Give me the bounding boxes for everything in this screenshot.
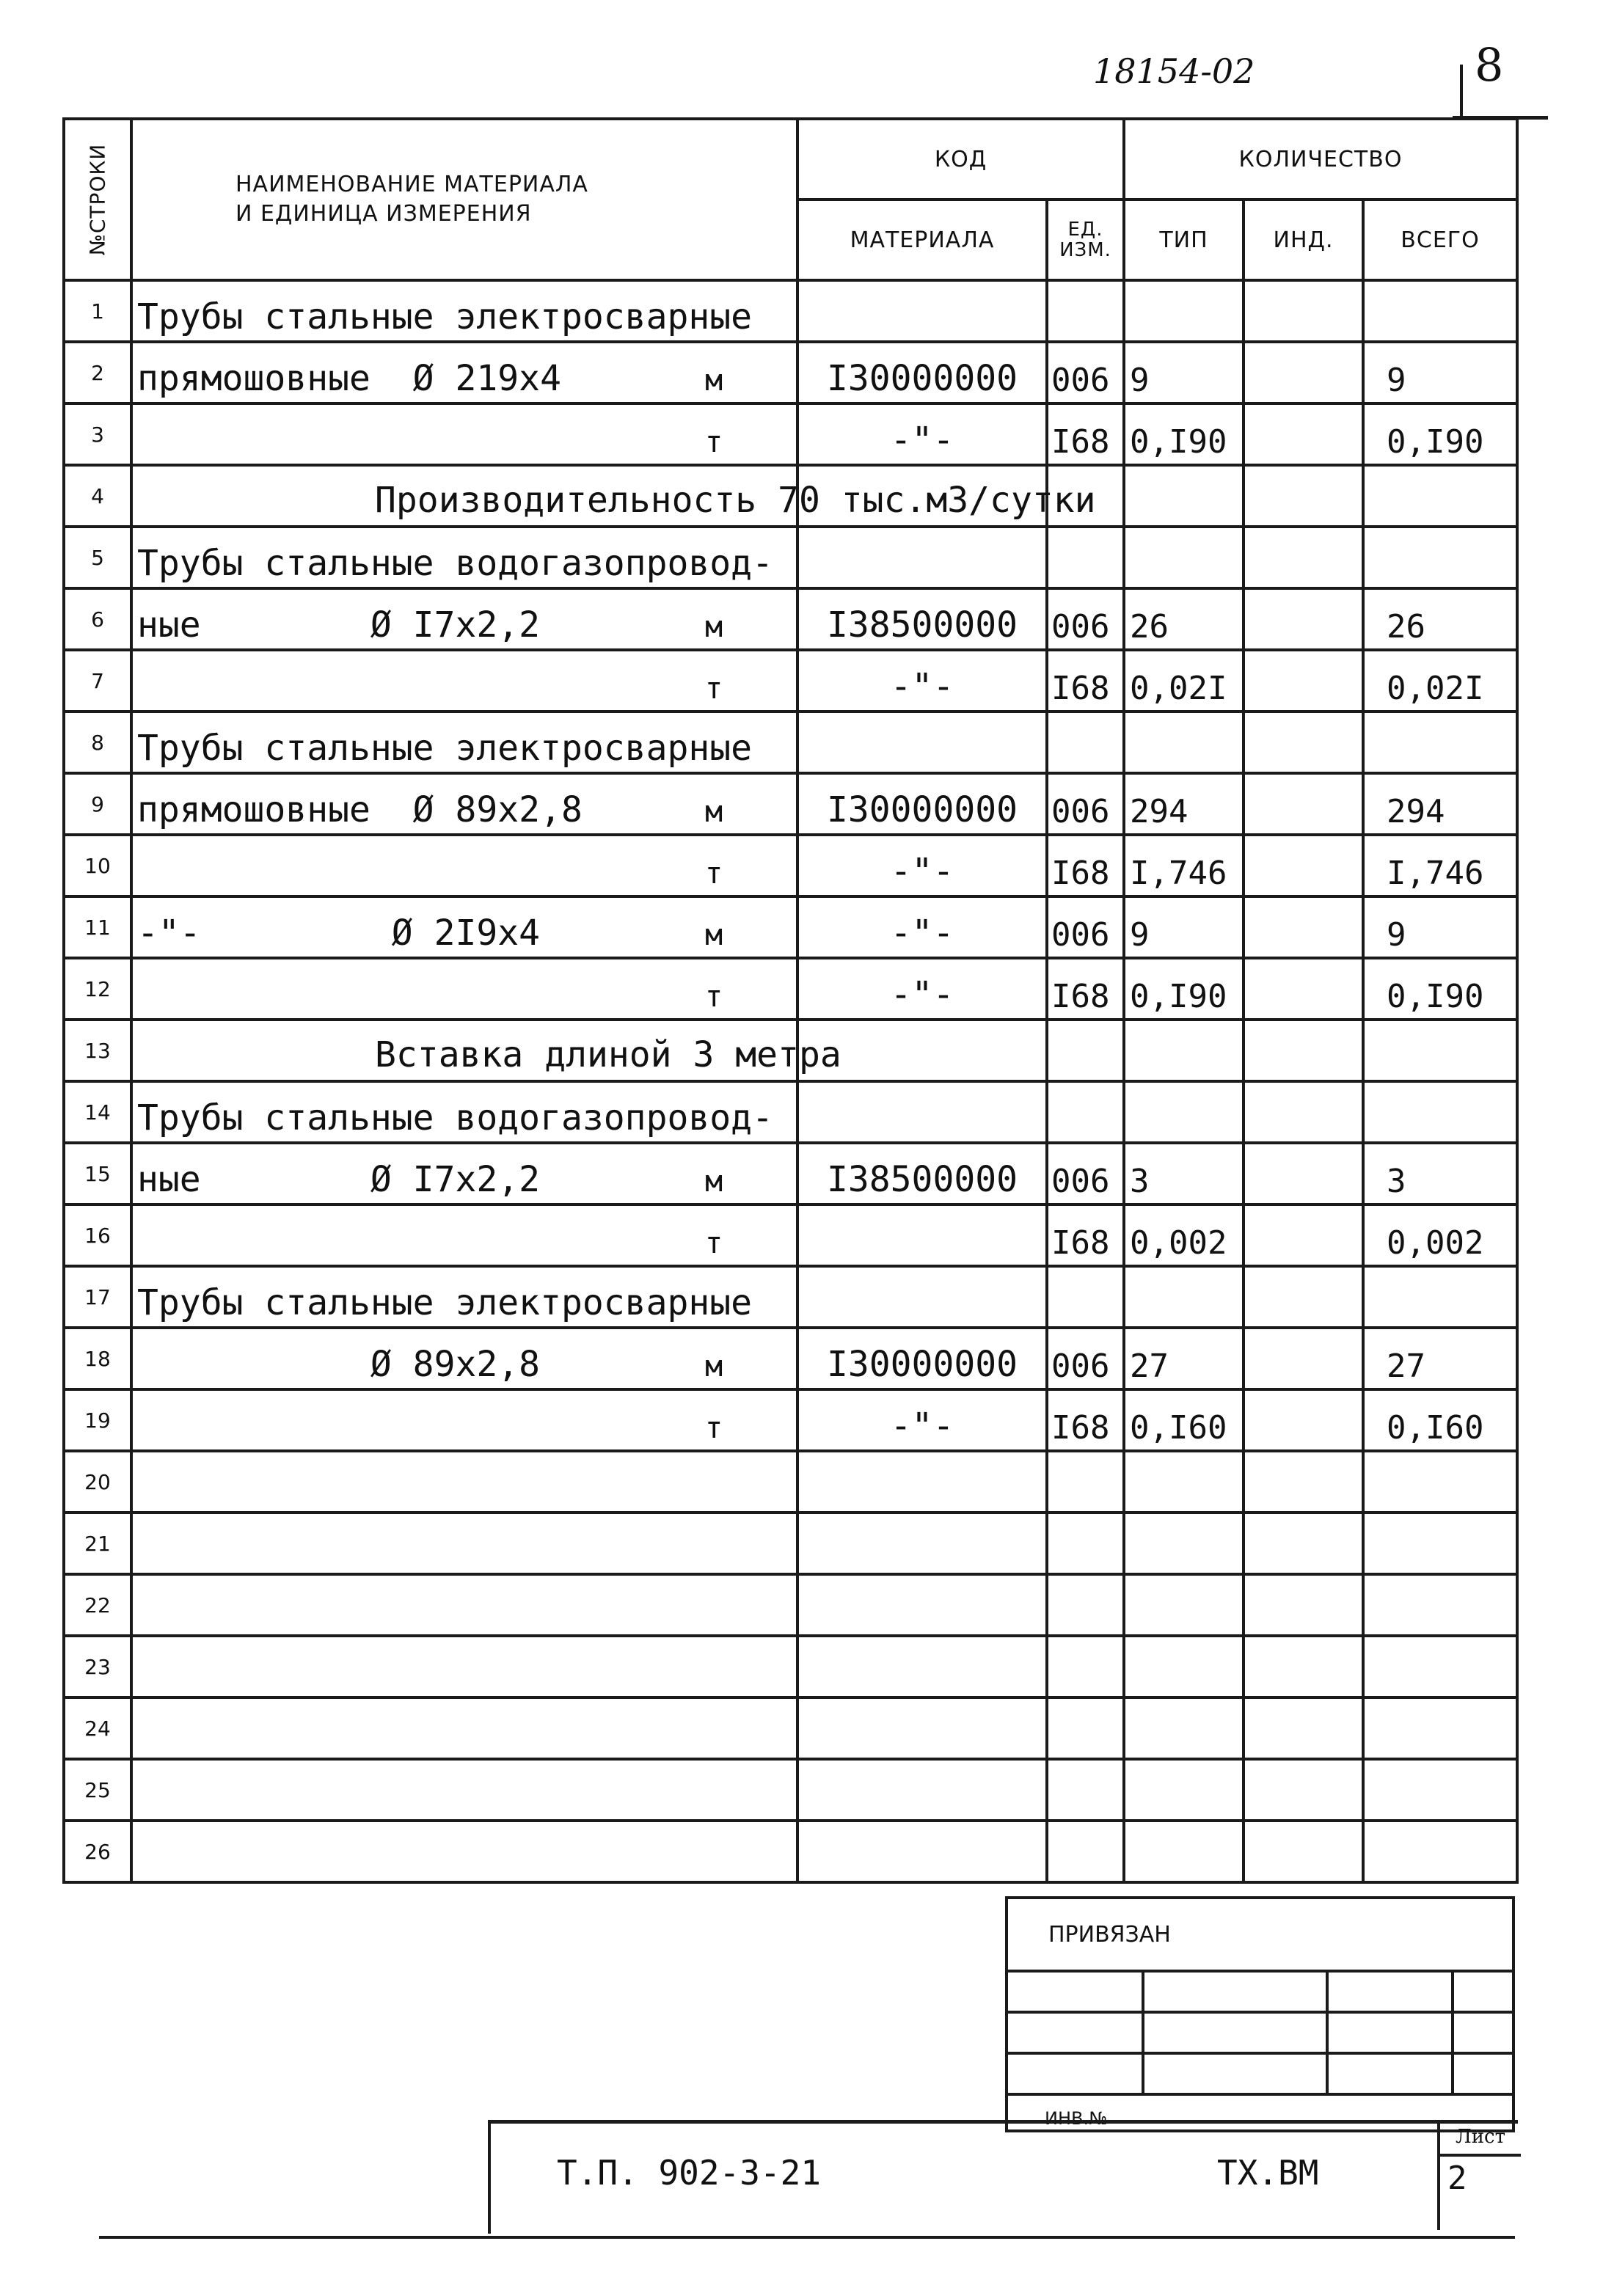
- table-row: [64, 712, 1517, 773]
- type-header: ТИП: [1124, 200, 1244, 280]
- document-number: 18154-02: [1093, 51, 1255, 91]
- row-number: 22: [64, 1574, 131, 1636]
- quantity-ind: [1244, 1081, 1363, 1143]
- material-name-header-text: НАИМЕНОВАНИЕ МАТЕРИАЛА И ЕДИНИЦА ИЗМЕРЕНИЯ: [235, 172, 588, 227]
- material-code: [797, 280, 1047, 342]
- unit-of-measure: м: [705, 1165, 723, 1199]
- top-rule: [1460, 65, 1463, 116]
- quantity-type: [1124, 1451, 1244, 1513]
- quantity-total: [1363, 1266, 1517, 1328]
- material-name-cell: [131, 958, 797, 1020]
- material-name-cell: [131, 403, 797, 465]
- quantity-total: [1363, 1759, 1517, 1821]
- row-number: 16: [64, 1204, 131, 1266]
- quantity-ind: [1244, 1143, 1363, 1204]
- quantity-total: [1363, 1020, 1517, 1081]
- row-number: 2: [64, 342, 131, 403]
- quantity-total: 0,002: [1363, 1204, 1517, 1266]
- row-number: 19: [64, 1389, 131, 1451]
- table-row: [64, 588, 1517, 650]
- table-row: [64, 527, 1517, 588]
- quantity-total: [1363, 1636, 1517, 1697]
- row-number: 11: [64, 896, 131, 958]
- table-row: [64, 1513, 1517, 1574]
- unit-code: I68: [1047, 1204, 1124, 1266]
- quantity-ind: [1244, 1204, 1363, 1266]
- material-name-cell: [131, 1759, 797, 1821]
- unit-code: I68: [1047, 958, 1124, 1020]
- quantity-ind: [1244, 650, 1363, 712]
- table-row: [64, 280, 1517, 342]
- unit-code: [1047, 1020, 1124, 1081]
- material-name: ные Ø I7х2,2: [137, 604, 541, 646]
- material-name: прямошовные Ø 89х2,8: [137, 789, 583, 830]
- quantity-total: [1363, 1081, 1517, 1143]
- quantity-type: [1124, 280, 1244, 342]
- table-row: [64, 650, 1517, 712]
- material-code: -"-: [797, 958, 1047, 1020]
- quantity-ind: [1244, 1266, 1363, 1328]
- unit-of-measure: м: [705, 364, 723, 398]
- section-heading: Вставка длиной 3 метра: [375, 1034, 841, 1075]
- material-code: [797, 1081, 1047, 1143]
- unit-code: [1047, 712, 1124, 773]
- material-code: -"-: [797, 896, 1047, 958]
- table-row: [64, 1328, 1517, 1389]
- material-name: Трубы стальные электросварные: [137, 728, 753, 769]
- unit-of-measure: т: [705, 425, 723, 459]
- quantity-total: 0,I90: [1363, 958, 1517, 1020]
- material-name-cell: [131, 1513, 797, 1574]
- quantity-ind: [1244, 465, 1363, 527]
- sheet-number: 2: [1447, 2160, 1467, 2197]
- quantity-type: [1124, 1020, 1244, 1081]
- material-name: Трубы стальные электросварные: [137, 1282, 753, 1323]
- table-row: [64, 1636, 1517, 1697]
- table-row: [64, 958, 1517, 1020]
- row-number: 6: [64, 588, 131, 650]
- quantity-type: I,746: [1124, 835, 1244, 896]
- material-name-cell: [131, 1143, 797, 1204]
- material-code: [797, 1020, 1047, 1081]
- material-code: [797, 1636, 1047, 1697]
- material-name: -"- Ø 2I9х4: [137, 913, 541, 954]
- unit-code: I68: [1047, 650, 1124, 712]
- table-row: [64, 1020, 1517, 1081]
- row-number: 9: [64, 773, 131, 835]
- unit-code-header: ЕД. ИЗМ.: [1047, 200, 1124, 280]
- table-row: [64, 1451, 1517, 1513]
- material-code: [797, 1513, 1047, 1574]
- quantity-total: 294: [1363, 773, 1517, 835]
- quantity-type: 26: [1124, 588, 1244, 650]
- quantity-total: 26: [1363, 588, 1517, 650]
- quantity-type: 27: [1124, 1328, 1244, 1389]
- material-code: [797, 1204, 1047, 1266]
- unit-code: 006: [1047, 588, 1124, 650]
- quantity-ind: [1244, 1636, 1363, 1697]
- quantity-type: [1124, 1821, 1244, 1882]
- quantity-total: [1363, 1697, 1517, 1759]
- quantity-total: 0,02I: [1363, 650, 1517, 712]
- row-number: 26: [64, 1821, 131, 1882]
- quantity-total: 3: [1363, 1143, 1517, 1204]
- material-name-cell: [131, 527, 797, 588]
- material-name-cell: [131, 1328, 797, 1389]
- quantity-total: [1363, 527, 1517, 588]
- unit-of-measure: т: [705, 1411, 723, 1445]
- unit-of-measure: т: [705, 1226, 723, 1260]
- row-number: 17: [64, 1266, 131, 1328]
- unit-code: 006: [1047, 1328, 1124, 1389]
- quantity-type: [1124, 1266, 1244, 1328]
- table-row: [64, 1759, 1517, 1821]
- quantity-type: [1124, 1513, 1244, 1574]
- unit-code: I68: [1047, 1389, 1124, 1451]
- bound-label: ПРИВЯЗАН: [1007, 1898, 1513, 1971]
- quantity-type: [1124, 1636, 1244, 1697]
- material-name: Ø 89х2,8: [137, 1344, 541, 1385]
- quantity-total: 27: [1363, 1328, 1517, 1389]
- inventory-label: ИНВ.№: [1007, 2094, 1513, 2131]
- table-row: [64, 342, 1517, 403]
- unit-of-measure: т: [705, 980, 723, 1014]
- quantity-type: 0,02I: [1124, 650, 1244, 712]
- ind-header: ИНД.: [1244, 200, 1363, 280]
- table-row: [64, 1204, 1517, 1266]
- table-row: [64, 1266, 1517, 1328]
- quantity-type: 9: [1124, 896, 1244, 958]
- quantity-type: 0,002: [1124, 1204, 1244, 1266]
- row-number: 10: [64, 835, 131, 896]
- quantity-type: [1124, 712, 1244, 773]
- quantity-type: 9: [1124, 342, 1244, 403]
- material-name-cell: [131, 342, 797, 403]
- quantity-ind: [1244, 588, 1363, 650]
- unit-of-measure: м: [705, 918, 723, 952]
- material-name-cell: [131, 712, 797, 773]
- unit-code: 006: [1047, 342, 1124, 403]
- row-number: 13: [64, 1020, 131, 1081]
- material-name: прямошовные Ø 219х4: [137, 358, 561, 399]
- row-number: 8: [64, 712, 131, 773]
- quantity-type: 3: [1124, 1143, 1244, 1204]
- sheet-label: Лист: [1440, 2120, 1521, 2157]
- quantity-total: [1363, 280, 1517, 342]
- unit-code: [1047, 1266, 1124, 1328]
- section-heading: Производительность 70 тыс.м3/сутки: [375, 480, 1096, 521]
- material-name-cell: [131, 773, 797, 835]
- row-number: 1: [64, 280, 131, 342]
- quantity-type: [1124, 527, 1244, 588]
- unit-of-measure: м: [705, 1350, 723, 1383]
- quantity-ind: [1244, 1020, 1363, 1081]
- table-row: [64, 1143, 1517, 1204]
- material-name-cell: [131, 835, 797, 896]
- table-row: [64, 1697, 1517, 1759]
- row-number: 20: [64, 1451, 131, 1513]
- row-number: 7: [64, 650, 131, 712]
- material-name: Трубы стальные водогазопровод-: [137, 1097, 773, 1138]
- quantity-total: 0,I90: [1363, 403, 1517, 465]
- material-code: I38500000: [797, 588, 1047, 650]
- material-name-cell: [131, 650, 797, 712]
- material-name-cell: [131, 1697, 797, 1759]
- quantity-ind: [1244, 1389, 1363, 1451]
- unit-code: [1047, 1697, 1124, 1759]
- quantity-type: [1124, 1697, 1244, 1759]
- row-number: 21: [64, 1513, 131, 1574]
- quantity-total: [1363, 1821, 1517, 1882]
- quantity-ind: [1244, 835, 1363, 896]
- quantity-type: 0,I90: [1124, 958, 1244, 1020]
- unit-of-measure: м: [705, 610, 723, 644]
- quantity-total: 0,I60: [1363, 1389, 1517, 1451]
- material-code: -"-: [797, 403, 1047, 465]
- material-name-cell: [131, 1081, 797, 1143]
- quantity-type: [1124, 1574, 1244, 1636]
- material-code: [797, 1821, 1047, 1882]
- drawing-code: ТХ.ВМ: [1217, 2153, 1319, 2193]
- material-code: -"-: [797, 650, 1047, 712]
- table-row: [64, 773, 1517, 835]
- material-name-cell: [131, 1636, 797, 1697]
- unit-of-measure: м: [705, 795, 723, 829]
- material-code: [797, 1697, 1047, 1759]
- quantity-total: [1363, 712, 1517, 773]
- material-name-header: [131, 119, 797, 280]
- material-code: [797, 1574, 1047, 1636]
- title-block: [488, 2120, 1518, 2234]
- quantity-ind: [1244, 1697, 1363, 1759]
- material-code: [797, 1451, 1047, 1513]
- quantity-ind: [1244, 1574, 1363, 1636]
- material-code: I30000000: [797, 342, 1047, 403]
- quantity-type: 0,I60: [1124, 1389, 1244, 1451]
- bottom-rule: [99, 2236, 1515, 2239]
- materials-table: [62, 117, 1519, 1884]
- quantity-type: [1124, 1759, 1244, 1821]
- row-number: 14: [64, 1081, 131, 1143]
- row-number: 24: [64, 1697, 131, 1759]
- table-row: [64, 403, 1517, 465]
- unit-code: [1047, 1574, 1124, 1636]
- quantity-type: [1124, 1081, 1244, 1143]
- material-name-cell: [131, 280, 797, 342]
- unit-code: [1047, 1451, 1124, 1513]
- quantity-total: [1363, 1574, 1517, 1636]
- quantity-ind: [1244, 1821, 1363, 1882]
- quantity-total: I,746: [1363, 835, 1517, 896]
- unit-of-measure: т: [705, 857, 723, 891]
- material-name-cell: [131, 465, 1096, 527]
- table-row: [64, 1574, 1517, 1636]
- material-code: [797, 527, 1047, 588]
- quantity-header: КОЛИЧЕСТВО: [1124, 119, 1517, 200]
- material-code: [797, 712, 1047, 773]
- table-row: [64, 896, 1517, 958]
- quantity-total: [1363, 1513, 1517, 1574]
- material-name-cell: [131, 896, 797, 958]
- unit-code: I68: [1047, 403, 1124, 465]
- unit-code: I68: [1047, 835, 1124, 896]
- unit-of-measure: т: [705, 672, 723, 706]
- quantity-ind: [1244, 958, 1363, 1020]
- material-name: Трубы стальные водогазопровод-: [137, 543, 773, 584]
- unit-code: [1047, 1081, 1124, 1143]
- material-name-cell: [131, 1574, 797, 1636]
- quantity-ind: [1244, 896, 1363, 958]
- material-name-cell: [131, 1451, 797, 1513]
- total-header: ВСЕГО: [1363, 200, 1517, 280]
- quantity-type: 0,I90: [1124, 403, 1244, 465]
- row-number: 15: [64, 1143, 131, 1204]
- quantity-ind: [1244, 342, 1363, 403]
- table-row: [64, 1081, 1517, 1143]
- material-name-cell: [131, 588, 797, 650]
- material-code: [797, 1759, 1047, 1821]
- quantity-type: 294: [1124, 773, 1244, 835]
- binding-stamp: [1005, 1896, 1515, 2132]
- table-row: [64, 1821, 1517, 1882]
- unit-code: [1047, 465, 1124, 527]
- material-code: I30000000: [797, 773, 1047, 835]
- quantity-ind: [1244, 1759, 1363, 1821]
- material-code: I30000000: [797, 1328, 1047, 1389]
- quantity-ind: [1244, 280, 1363, 342]
- quantity-ind: [1244, 1513, 1363, 1574]
- row-number: 3: [64, 403, 131, 465]
- project-code: Т.П. 902-3-21: [557, 2153, 822, 2193]
- material-code: -"-: [797, 835, 1047, 896]
- row-number: 25: [64, 1759, 131, 1821]
- quantity-ind: [1244, 712, 1363, 773]
- material-code-header: МАТЕРИАЛА: [797, 200, 1047, 280]
- material-name: ные Ø I7х2,2: [137, 1159, 541, 1200]
- material-code: -"-: [797, 1389, 1047, 1451]
- quantity-total: 9: [1363, 342, 1517, 403]
- table-row: [64, 465, 1517, 527]
- row-number: 5: [64, 527, 131, 588]
- unit-code: 006: [1047, 896, 1124, 958]
- sheet-cell: [1437, 2120, 1521, 2230]
- quantity-type: [1124, 465, 1244, 527]
- row-number: 23: [64, 1636, 131, 1697]
- row-number: 18: [64, 1328, 131, 1389]
- material-code: [797, 1266, 1047, 1328]
- material-code: [797, 465, 1047, 527]
- unit-code: [1047, 1636, 1124, 1697]
- quantity-ind: [1244, 1451, 1363, 1513]
- material-name-cell: [131, 1389, 797, 1451]
- unit-code: 006: [1047, 773, 1124, 835]
- unit-code: [1047, 280, 1124, 342]
- unit-code: [1047, 527, 1124, 588]
- unit-code: [1047, 1513, 1124, 1574]
- unit-code: [1047, 1821, 1124, 1882]
- table-row: [64, 835, 1517, 896]
- table-row: [64, 1389, 1517, 1451]
- material-name: Трубы стальные электросварные: [137, 296, 753, 337]
- quantity-total: 9: [1363, 896, 1517, 958]
- quantity-ind: [1244, 773, 1363, 835]
- material-name-cell: [131, 1266, 797, 1328]
- row-number: 4: [64, 465, 131, 527]
- quantity-ind: [1244, 403, 1363, 465]
- row-number: 12: [64, 958, 131, 1020]
- page-number: 8: [1475, 38, 1504, 92]
- unit-code: [1047, 1759, 1124, 1821]
- material-name-cell: [131, 1020, 841, 1081]
- quantity-total: [1363, 1451, 1517, 1513]
- quantity-ind: [1244, 527, 1363, 588]
- code-header: КОД: [797, 119, 1124, 200]
- unit-code: 006: [1047, 1143, 1124, 1204]
- quantity-ind: [1244, 1328, 1363, 1389]
- row-number-header: №СТРОКИ: [64, 119, 131, 280]
- material-code: I38500000: [797, 1143, 1047, 1204]
- material-name-cell: [131, 1821, 797, 1882]
- quantity-total: [1363, 465, 1517, 527]
- material-name-cell: [131, 1204, 797, 1266]
